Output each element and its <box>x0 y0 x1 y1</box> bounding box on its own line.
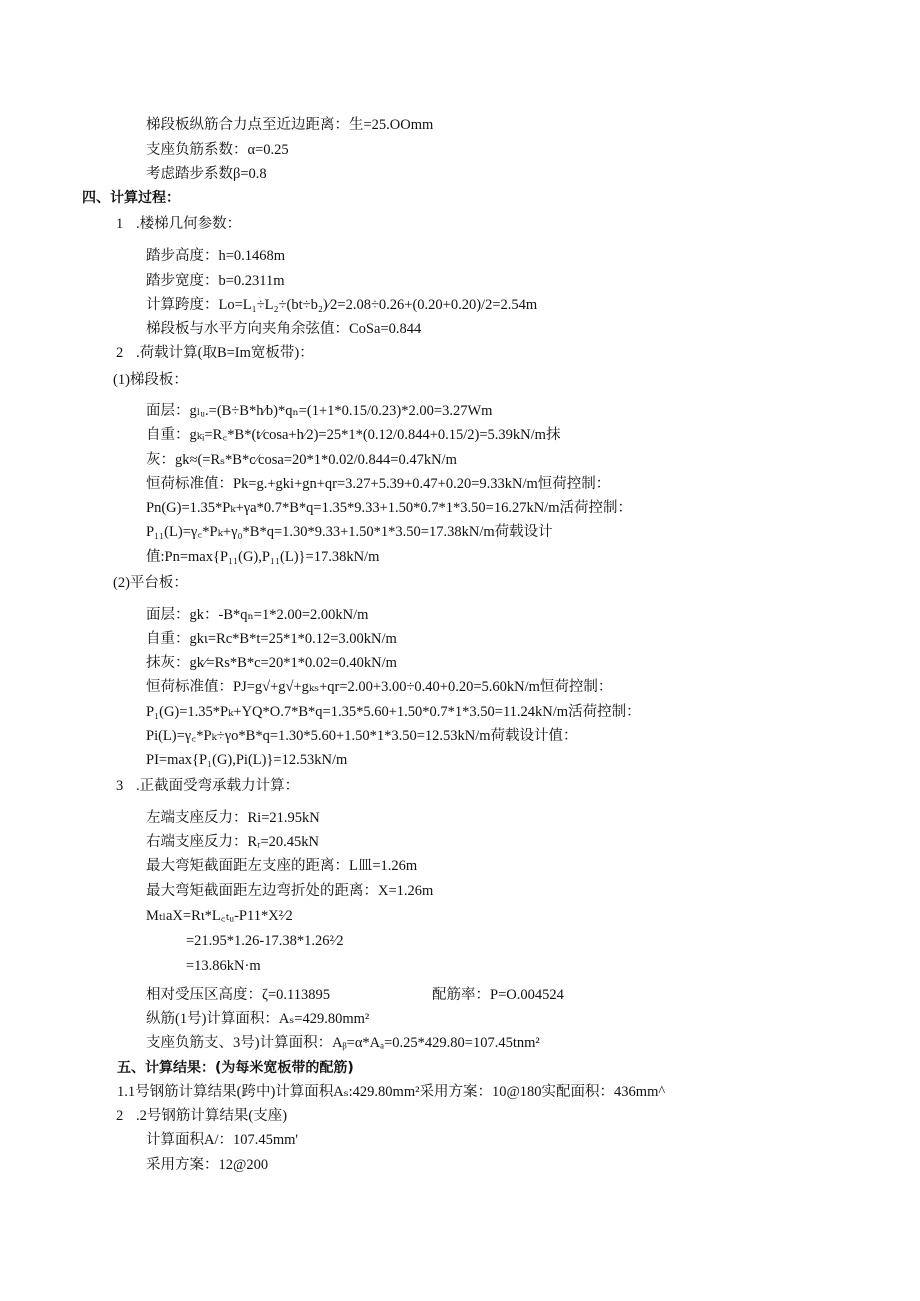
stair-load-line: 值:Pn=max{P₁₁(G),P₁₁(L)}=17.38kN/m <box>146 549 380 565</box>
subsection-number: 1 <box>116 216 124 232</box>
stair-load-line: P₁₁(L)=γ꜀*Pₖ+γ₀*B*q=1.30*9.33+1.50*1*3.50=17.38kN/m荷载设计 <box>146 524 553 540</box>
stair-load-line: Pn(G)=1.35*Pₖ+γa*0.7*B*q=1.35*9.33+1.50*0.7*1*3.50=16.27kN/m活荷控制： <box>146 500 632 516</box>
platform-load-line: P₁(G)=1.35*Pₖ+YQ*O.7*B*q=1.35*5.60+1.50*0.7*1*3.50=11.24kN/m活荷控制： <box>146 704 641 720</box>
param-cover-distance: 梯段板纵筋合力点至近边距离：生=25.OOmm <box>146 117 434 133</box>
stair-load-line: 恒荷标准值：Pk=g.+gki+gn+qr=3.27+5.39+0.47+0.20=9.33kN/m恒荷控制： <box>146 476 611 492</box>
platform-load-line: 抹灰：gk⁄=Rs*B*c=20*1*0.02=0.40kN/m <box>146 655 397 671</box>
negative-area: 支座负筋支、3号)计算面积：Aᵦ=α*Aₐ=0.25*429.80=107.45tnm² <box>146 1035 540 1051</box>
param-step-coef: 考虑踏步系数β=0.8 <box>146 166 267 182</box>
stair-load-line: 面层：gₗᵤ.=(B÷B*h⁄b)*qₙ=(1+1*0.15/0.23)*2.00=3.27Wm <box>146 403 493 419</box>
platform-load-line: 自重：gkι=Rc*B*t=25*1*0.12=3.00kN/m <box>146 631 397 647</box>
reinforcement-ratio: 配筋率：P=O.004524 <box>432 987 564 1003</box>
result-rebar-2-heading <box>116 1106 287 1126</box>
subsection-load-heading <box>116 343 314 363</box>
section-5-heading: 五、计算结果：(为每米宽板带的配筋) <box>117 1060 354 1076</box>
subsection-title: .楼梯几何参数： <box>136 216 242 232</box>
subsection-title: .2号钢筋计算结果(支座) <box>136 1108 288 1124</box>
result-rebar-2-area: 计算面积A/：107.45mm' <box>146 1132 299 1148</box>
stair-slab-heading: (1)梯段板： <box>113 372 188 388</box>
bending-line: 左端支座反力：Ri=21.95kN <box>146 810 320 826</box>
platform-load-line: PI=max{P₁(G),Pi(L)}=12.53kN/m <box>146 752 348 768</box>
subsection-bending-heading <box>116 776 299 796</box>
platform-load-line: Pi(L)=γ꜀*Pₖ÷γo*B*q=1.30*5.60+1.50*1*3.50=12.53kN/m荷载设计值： <box>146 728 578 744</box>
zeta-ratio-line <box>146 985 330 1005</box>
geometry-line: 计算跨度：Lo=L₁÷L₂÷(bt÷b₂)⁄2=2.08÷0.26+(0.20+0.20)/2=2.54m <box>146 297 538 313</box>
stair-load-line: 灰：gk≈(=Rₛ*B*c⁄cosa=20*1*0.02/0.844=0.47kN/m <box>146 452 457 468</box>
bending-line: 最大弯矩截面距左边弯折处的距离：X=1.26m <box>146 883 434 899</box>
subsection-geometry-heading <box>116 214 241 234</box>
subsection-title: .正截面受弯承载力计算： <box>136 778 300 794</box>
relative-depth: 相对受压区高度：ζ=0.113895 <box>146 987 331 1003</box>
geometry-line: 踏步宽度：b=0.2311m <box>146 273 285 289</box>
moment-formula: MₜₗaX=Rι*L꜀ₜᵤ-P11*X²⁄2 <box>146 908 293 924</box>
param-support-coef: 支座负筋系数：α=0.25 <box>146 142 289 158</box>
result-rebar-1: 1.1号钢筋计算结果(跨中)计算面积Aₛ:429.80mm²采用方案：10@180实配面积：436mm^ <box>117 1084 666 1100</box>
result-rebar-2-plan: 采用方案：12@200 <box>146 1157 269 1173</box>
subsection-title: .荷载计算(取B=Im宽板带)： <box>136 345 314 361</box>
platform-load-line: 恒荷标准值：PJ=g√+g√+gₖₛ+qr=2.00+3.00÷0.40+0.20=5.60kN/m恒荷控制： <box>146 679 613 695</box>
geometry-line: 踏步高度：h=0.1468m <box>146 248 286 264</box>
platform-load-line: 面层：gk：-B*qₙ=1*2.00=2.00kN/m <box>146 607 369 623</box>
section-4-heading: 四、计算过程： <box>82 190 180 206</box>
bending-line: 最大弯矩截面距左支座的距离：L皿=1.26m <box>146 858 418 874</box>
longitudinal-area: 纵筋(1号)计算面积：Aₛ=429.80mm² <box>146 1011 370 1027</box>
subsection-number: 3 <box>116 778 124 794</box>
subsection-number: 2 <box>116 345 124 361</box>
moment-result: =13.86kN·m <box>186 958 261 974</box>
stair-load-line: 自重：gₖᵢ=R꜀*B*(t⁄cosa+h⁄2)=25*1*(0.12/0.844+0.15/2)=5.39kN/m抹 <box>146 427 561 443</box>
moment-formula-cont: =21.95*1.26-17.38*1.26²⁄2 <box>186 933 344 949</box>
subsection-number: 2 <box>116 1108 124 1124</box>
platform-slab-heading: (2)平台板： <box>113 575 188 591</box>
bending-line: 右端支座反力：Rᵣ=20.45kN <box>146 834 320 850</box>
geometry-line: 梯段板与水平方向夹角余弦值：CoSa=0.844 <box>146 321 422 337</box>
